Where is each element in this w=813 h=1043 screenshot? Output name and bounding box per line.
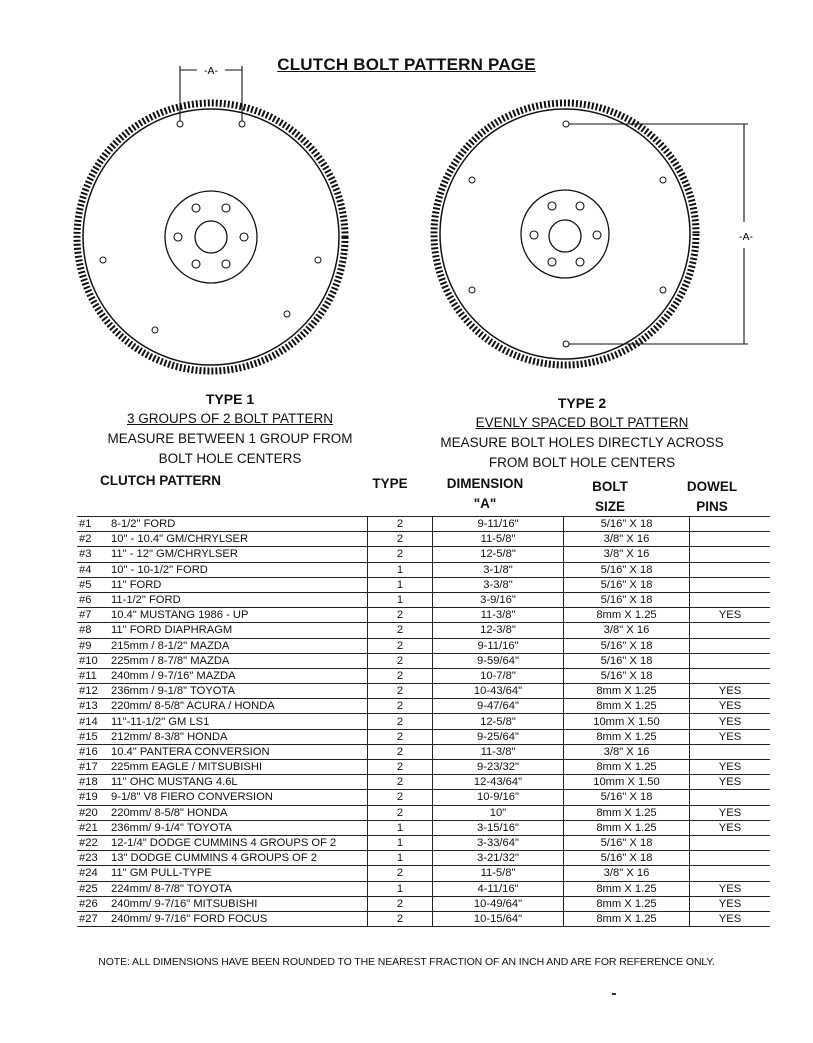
type2-line1: EVENLY SPACED BOLT PATTERN: [475, 415, 689, 430]
table-row: [77, 760, 770, 775]
type2-caption: [430, 393, 734, 473]
type2-title: TYPE 2: [557, 395, 607, 411]
type2-flywheel-rim: [440, 109, 690, 359]
cell-num: #27: [77, 911, 103, 926]
cell-dowel: YES: [690, 608, 771, 623]
cell-bolt: 8mm X 1.25: [564, 911, 690, 926]
cell-dowel: [690, 547, 771, 562]
cell-dowel: [690, 638, 771, 653]
type1-dim-label: -A-: [204, 65, 218, 77]
table-row: [77, 592, 770, 607]
header-clutch-pattern: CLUTCH PATTERN: [100, 473, 221, 488]
cell-name: 10.4" PANTERA CONVERSION: [103, 744, 368, 759]
cell-name: 12-1/4" DODGE CUMMINS 4 GROUPS OF 2: [103, 835, 368, 850]
table-row: [77, 547, 770, 562]
cell-dim: 9-47/64": [433, 699, 564, 714]
cell-type: 2: [368, 608, 433, 623]
cell-name: 240mm/ 9-7/16" MITSUBISHI: [103, 896, 368, 911]
type2-center-bore: [549, 220, 581, 252]
cell-dim: 12-5/8": [433, 547, 564, 562]
cell-name: 8-1/2" FORD: [103, 517, 368, 532]
cell-bolt: 5/16" X 18: [564, 638, 690, 653]
cell-num: #26: [77, 896, 103, 911]
table-row: [77, 775, 770, 790]
cell-dowel: [690, 790, 771, 805]
cell-type: 2: [368, 699, 433, 714]
cell-bolt: 8mm X 1.25: [564, 684, 690, 699]
cell-name: 240mm/ 9-7/16" FORD FOCUS: [103, 911, 368, 926]
cell-bolt: 3/8" X 16: [564, 866, 690, 881]
cell-dim: 3-15/16": [433, 820, 564, 835]
cell-dim: 3-9/16": [433, 592, 564, 607]
cell-name: 236mm/ 9-1/4" TOYOTA: [103, 820, 368, 835]
cell-type: 2: [368, 517, 433, 532]
cell-dim: 10": [433, 805, 564, 820]
cell-type: 2: [368, 911, 433, 926]
header-dowel-line1: DOWEL: [686, 479, 738, 494]
cell-type: 2: [368, 760, 433, 775]
cell-type: 2: [368, 638, 433, 653]
table-row: [77, 805, 770, 820]
table-row: [77, 638, 770, 653]
type2-flywheel-diagram: [434, 103, 754, 365]
table-row: [77, 896, 770, 911]
cell-name: 10" - 10-1/2" FORD: [103, 562, 368, 577]
cell-dim: 10-9/16": [433, 790, 564, 805]
type2-dimension-lines: [569, 124, 748, 344]
cell-type: 1: [368, 820, 433, 835]
cell-bolt: 5/16" X 18: [564, 835, 690, 850]
type2-dim-label: -A-: [739, 231, 753, 243]
table-row: [77, 608, 770, 623]
table-row: [77, 699, 770, 714]
cell-dim: 11-5/8": [433, 532, 564, 547]
cell-dim: 9-23/32": [433, 760, 564, 775]
cell-dowel: YES: [690, 760, 771, 775]
table-row: [77, 881, 770, 896]
type2-line3: FROM BOLT HOLE CENTERS: [488, 455, 676, 470]
cell-dowel: YES: [690, 896, 771, 911]
cell-num: #1: [77, 517, 103, 532]
cell-bolt: 5/16" X 18: [564, 851, 690, 866]
cell-name: 225mm EAGLE / MITSUBISHI: [103, 760, 368, 775]
table-row: [77, 577, 770, 592]
table-row: [77, 532, 770, 547]
cell-name: 10" - 10.4" GM/CHRYLSER: [103, 532, 368, 547]
type1-title: TYPE 1: [205, 391, 255, 407]
header-dimension-line1: DIMENSION: [446, 476, 524, 491]
page-title: CLUTCH BOLT PATTERN PAGE: [277, 55, 536, 74]
type1-line1: 3 GROUPS OF 2 BOLT PATTERN: [126, 411, 334, 426]
cell-num: #12: [77, 684, 103, 699]
cell-num: #16: [77, 744, 103, 759]
cell-bolt: 10mm X 1.50: [564, 775, 690, 790]
header-bolt-line2: SIZE: [594, 499, 625, 514]
cell-type: 1: [368, 592, 433, 607]
cell-name: 11" OHC MUSTANG 4.6L: [103, 775, 368, 790]
cell-name: 240mm / 9-7/16" MAZDA: [103, 668, 368, 683]
cell-dowel: YES: [690, 699, 771, 714]
cell-type: 2: [368, 547, 433, 562]
cell-dowel: YES: [690, 714, 771, 729]
cell-name: 225mm / 8-7/8" MAZDA: [103, 653, 368, 668]
cell-bolt: 3/8" X 16: [564, 547, 690, 562]
cell-dowel: [690, 668, 771, 683]
cell-name: 224mm/ 8-7/8" TOYOTA: [103, 881, 368, 896]
cell-dowel: YES: [690, 805, 771, 820]
type2-line2: MEASURE BOLT HOLES DIRECTLY ACROSS: [440, 435, 724, 450]
cell-dim: 11-3/8": [433, 608, 564, 623]
cell-dowel: [690, 562, 771, 577]
table-row: [77, 562, 770, 577]
cell-num: #9: [77, 638, 103, 653]
cell-bolt: 5/16" X 18: [564, 517, 690, 532]
table-row: [77, 729, 770, 744]
cell-type: 2: [368, 729, 433, 744]
cell-dowel: [690, 866, 771, 881]
cell-bolt: 5/16" X 18: [564, 562, 690, 577]
cell-dowel: YES: [690, 729, 771, 744]
cell-type: 2: [368, 532, 433, 547]
stray-mark: [612, 993, 616, 995]
cell-num: #25: [77, 881, 103, 896]
cell-dim: 11-5/8": [433, 866, 564, 881]
cell-num: #10: [77, 653, 103, 668]
cell-name: 11" GM PULL-TYPE: [103, 866, 368, 881]
type1-caption: [80, 389, 380, 469]
cell-dowel: [690, 532, 771, 547]
cell-num: #23: [77, 851, 103, 866]
cell-bolt: 3/8" X 16: [564, 532, 690, 547]
type1-flywheel-teeth: [77, 103, 345, 371]
type1-line3: BOLT HOLE CENTERS: [158, 451, 302, 466]
cell-bolt: 3/8" X 16: [564, 744, 690, 759]
cell-dim: 10-15/64": [433, 911, 564, 926]
cell-dowel: [690, 851, 771, 866]
cell-bolt: 8mm X 1.25: [564, 805, 690, 820]
cell-num: #17: [77, 760, 103, 775]
cell-name: 10.4" MUSTANG 1986 - UP: [103, 608, 368, 623]
cell-type: 1: [368, 851, 433, 866]
cell-dowel: YES: [690, 820, 771, 835]
table-row: [77, 820, 770, 835]
header-dowel-line2: PINS: [696, 499, 728, 514]
table-row: [77, 714, 770, 729]
cell-type: 2: [368, 653, 433, 668]
cell-name: 11-1/2" FORD: [103, 592, 368, 607]
cell-type: 2: [368, 896, 433, 911]
type1-flywheel-diagram: [77, 65, 345, 371]
cell-dim: 4-11/16": [433, 881, 564, 896]
table-row: [77, 790, 770, 805]
cell-dowel: [690, 653, 771, 668]
cell-num: #19: [77, 790, 103, 805]
header-bolt-line1: BOLT: [592, 479, 628, 494]
cell-dim: 9-11/16": [433, 517, 564, 532]
type1-line2: MEASURE BETWEEN 1 GROUP FROM: [107, 431, 353, 446]
cell-name: 215mm / 8-1/2" MAZDA: [103, 638, 368, 653]
cell-name: 220mm/ 8-5/8" HONDA: [103, 805, 368, 820]
cell-dowel: [690, 835, 771, 850]
cell-dowel: YES: [690, 684, 771, 699]
cell-dim: 3-3/8": [433, 577, 564, 592]
cell-num: #14: [77, 714, 103, 729]
type2-hub-ring: [521, 190, 609, 278]
cell-dowel: [690, 623, 771, 638]
cell-dowel: YES: [690, 775, 771, 790]
header-dowel-pins: [672, 477, 752, 517]
type1-flywheel-rim: [83, 109, 339, 365]
cell-dim: 10-7/8": [433, 668, 564, 683]
cell-num: #13: [77, 699, 103, 714]
cell-dowel: [690, 744, 771, 759]
cell-num: #22: [77, 835, 103, 850]
cell-num: #8: [77, 623, 103, 638]
type1-center-bore: [195, 221, 227, 253]
cell-dim: 10-49/64": [433, 896, 564, 911]
cell-bolt: 5/16" X 18: [564, 577, 690, 592]
cell-bolt: 8mm X 1.25: [564, 760, 690, 775]
cell-dowel: [690, 592, 771, 607]
clutch-pattern-rows: [77, 517, 770, 927]
cell-bolt: 8mm X 1.25: [564, 896, 690, 911]
cell-num: #4: [77, 562, 103, 577]
cell-dowel: [690, 517, 771, 532]
header-dimension-line2: "A": [473, 496, 497, 511]
clutch-pattern-table: [77, 516, 770, 927]
flywheel-diagrams: [0, 0, 813, 400]
table-row: [77, 911, 770, 926]
table-row: [77, 835, 770, 850]
cell-bolt: 5/16" X 18: [564, 653, 690, 668]
type2-hub-holes: [530, 202, 601, 266]
cell-num: #7: [77, 608, 103, 623]
cell-dim: 3-1/8": [433, 562, 564, 577]
type2-flywheel-teeth: [434, 103, 696, 365]
cell-dim: 11-3/8": [433, 744, 564, 759]
cell-num: #15: [77, 729, 103, 744]
cell-num: #24: [77, 866, 103, 881]
table-row: [77, 851, 770, 866]
table-row: [77, 684, 770, 699]
cell-name: 220mm/ 8-5/8" ACURA / HONDA: [103, 699, 368, 714]
type1-bolt-holes: [100, 121, 321, 333]
cell-type: 1: [368, 881, 433, 896]
cell-bolt: 10mm X 1.50: [564, 714, 690, 729]
cell-bolt: 3/8" X 16: [564, 623, 690, 638]
cell-dowel: YES: [690, 881, 771, 896]
cell-dim: 3-33/64": [433, 835, 564, 850]
cell-type: 2: [368, 866, 433, 881]
cell-bolt: 8mm X 1.25: [564, 699, 690, 714]
type1-hub-holes: [174, 204, 248, 268]
cell-type: 2: [368, 714, 433, 729]
cell-dim: 3-21/32": [433, 851, 564, 866]
cell-type: 2: [368, 775, 433, 790]
cell-dim: 12-5/8": [433, 714, 564, 729]
header-type: TYPE: [372, 476, 408, 491]
cell-dim: 9-11/16": [433, 638, 564, 653]
table-row: [77, 623, 770, 638]
cell-type: 2: [368, 668, 433, 683]
cell-type: 2: [368, 684, 433, 699]
cell-dowel: YES: [690, 911, 771, 926]
cell-dim: 9-25/64": [433, 729, 564, 744]
cell-bolt: 5/16" X 18: [564, 790, 690, 805]
cell-dowel: [690, 577, 771, 592]
cell-dim: 10-43/64": [433, 684, 564, 699]
cell-name: 11" FORD DIAPHRAGM: [103, 623, 368, 638]
cell-num: #2: [77, 532, 103, 547]
cell-type: 2: [368, 623, 433, 638]
cell-num: #3: [77, 547, 103, 562]
cell-num: #20: [77, 805, 103, 820]
header-bolt-size: [560, 477, 660, 517]
cell-name: 11" FORD: [103, 577, 368, 592]
cell-bolt: 5/16" X 18: [564, 668, 690, 683]
cell-bolt: 8mm X 1.25: [564, 729, 690, 744]
table-row: [77, 866, 770, 881]
table-row: [77, 653, 770, 668]
cell-type: 1: [368, 577, 433, 592]
cell-bolt: 8mm X 1.25: [564, 820, 690, 835]
cell-name: 9-1/8" V8 FIERO CONVERSION: [103, 790, 368, 805]
cell-type: 1: [368, 562, 433, 577]
cell-name: 236mm / 9-1/8" TOYOTA: [103, 684, 368, 699]
cell-type: 2: [368, 805, 433, 820]
cell-num: #5: [77, 577, 103, 592]
cell-dim: 12-3/8": [433, 623, 564, 638]
cell-dim: 12-43/64": [433, 775, 564, 790]
table-row: [77, 668, 770, 683]
cell-num: #11: [77, 668, 103, 683]
cell-num: #18: [77, 775, 103, 790]
cell-name: 212mm/ 8-3/8" HONDA: [103, 729, 368, 744]
type2-bolt-holes: [469, 121, 666, 347]
cell-bolt: 8mm X 1.25: [564, 881, 690, 896]
cell-type: 2: [368, 790, 433, 805]
cell-bolt: 8mm X 1.25: [564, 608, 690, 623]
header-dimension: [425, 474, 545, 514]
footnote: NOTE: ALL DIMENSIONS HAVE BEEN ROUNDED TO THE NEAREST FRACTION OF AN INCH AND ARE FOR REFERENCE ONLY.: [98, 956, 715, 968]
cell-type: 1: [368, 835, 433, 850]
cell-dim: 9-59/64": [433, 653, 564, 668]
table-row: [77, 517, 770, 532]
cell-num: #6: [77, 592, 103, 607]
cell-name: 13" DODGE CUMMINS 4 GROUPS OF 2: [103, 851, 368, 866]
cell-bolt: 5/16" X 18: [564, 592, 690, 607]
cell-name: 11"-11-1/2" GM LS1: [103, 714, 368, 729]
cell-num: #21: [77, 820, 103, 835]
type1-hub-ring: [165, 191, 257, 283]
cell-name: 11" - 12" GM/CHRYLSER: [103, 547, 368, 562]
table-row: [77, 744, 770, 759]
cell-type: 2: [368, 744, 433, 759]
